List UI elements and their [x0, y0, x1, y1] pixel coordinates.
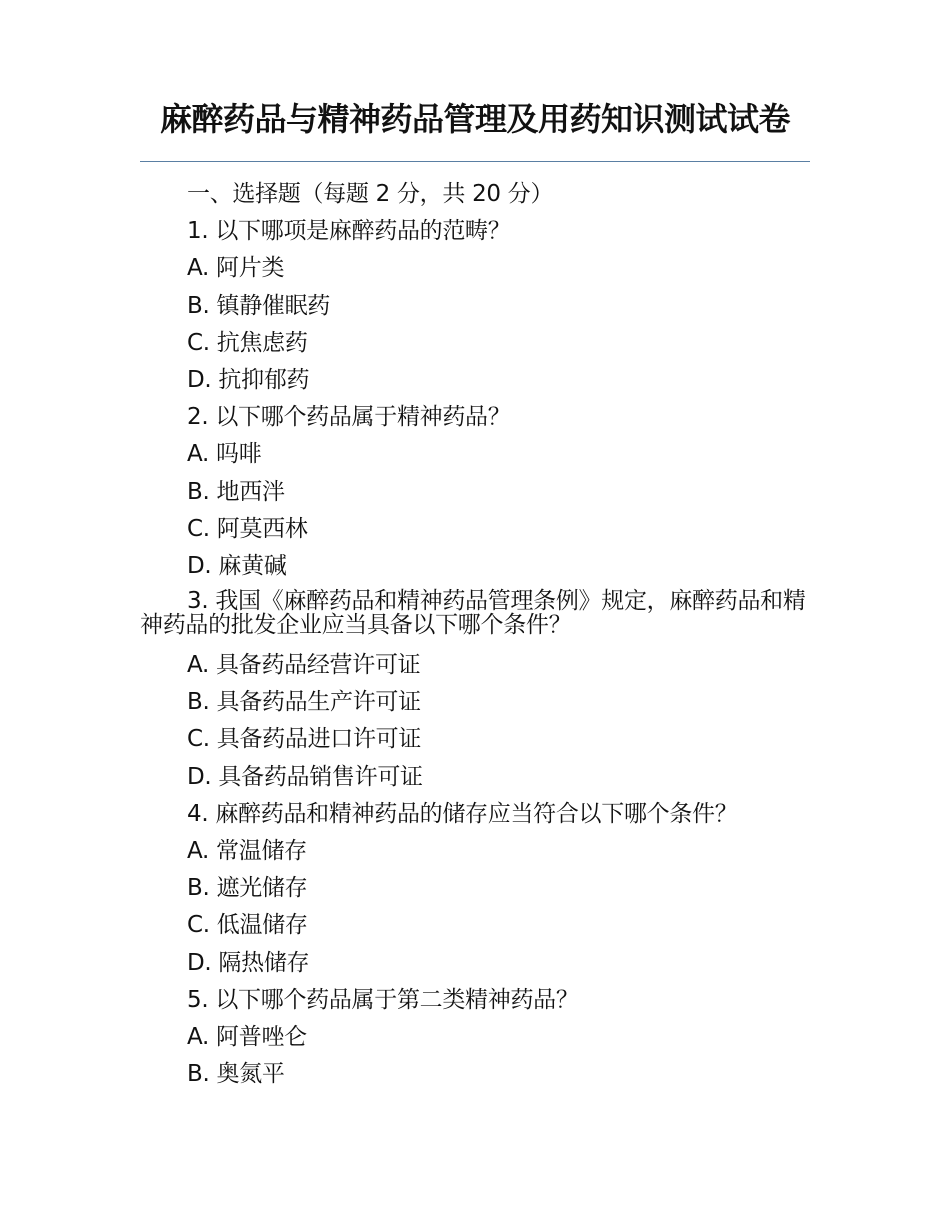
option-item: D. 抗抑郁药 — [187, 366, 310, 393]
option-item: D. 麻黄碱 — [187, 552, 287, 579]
option-item: C. 阿莫西林 — [187, 515, 308, 542]
option-item: A. 具备药品经营许可证 — [187, 652, 421, 679]
question-text: 4. 麻醉药品和精神药品的储存应当符合以下哪个条件？ — [187, 800, 738, 827]
question-text: 2. 以下哪个药品属于精神药品？ — [187, 404, 511, 431]
document-title: 麻醉药品与精神药品管理及用药知识测试试卷 — [159, 100, 790, 138]
question-5 — [140, 982, 810, 1094]
option-item: A. 吗啡 — [187, 441, 262, 468]
option-item: B. 镇静催眠药 — [187, 292, 331, 319]
title-divider — [140, 161, 810, 162]
option-item: B. 奥氮平 — [187, 1061, 285, 1088]
option-item: A. 阿片类 — [187, 255, 285, 282]
option-item: A. 阿普唑仑 — [187, 1023, 307, 1050]
option-item: B. 具备药品生产许可证 — [187, 689, 421, 716]
document-body — [140, 176, 810, 1093]
question-2 — [140, 399, 810, 585]
section-heading: 一、选择题（每题 2 分，共 20 分） — [187, 181, 554, 207]
option-item: A. 常温储存 — [187, 838, 307, 864]
question-text: 1. 以下哪项是麻醉药品的范畴？ — [187, 218, 511, 245]
option-item: C. 抗焦虑药 — [187, 329, 308, 356]
option-item: C. 具备药品进口许可证 — [187, 726, 422, 753]
question-text: 3. 我国《麻醉药品和精神药品管理条例》规定，麻醉药品和精神药品的批发企业应当具备以下哪个条件？ — [140, 588, 806, 639]
question-1 — [140, 213, 810, 399]
question-text: 5. 以下哪个药品属于第二类精神药品？ — [187, 986, 579, 1013]
option-item: B. 遮光储存 — [187, 875, 308, 902]
option-item: D. 具备药品销售许可证 — [187, 763, 423, 790]
option-item: B. 地西泮 — [187, 478, 285, 505]
question-3 — [140, 585, 810, 796]
title-block — [140, 100, 810, 138]
option-item: D. 隔热储存 — [187, 949, 310, 976]
question-4 — [140, 796, 810, 982]
option-item: C. 低温储存 — [187, 912, 308, 939]
